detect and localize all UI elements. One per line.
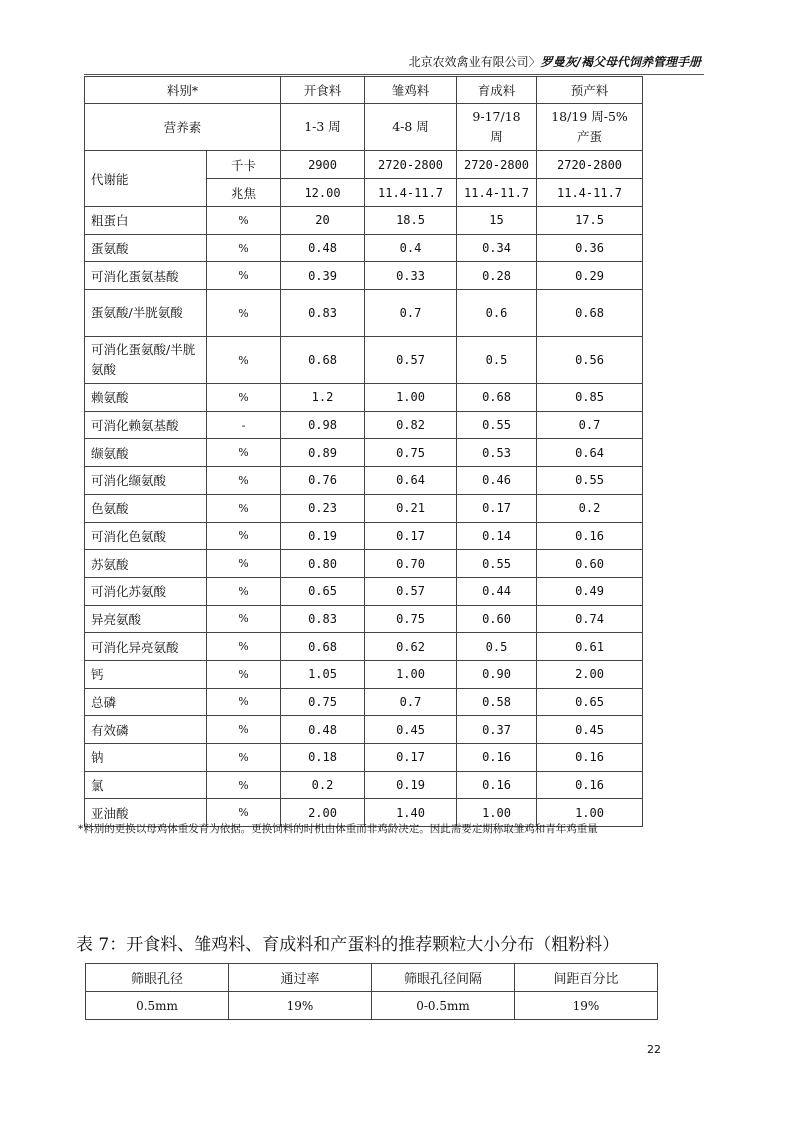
phase-header: 预产料: [537, 77, 643, 104]
nutrient-name: 异亮氨酸: [85, 605, 207, 633]
nutrient-value: 0.21: [365, 494, 457, 522]
nutrient-value: 0.34: [457, 234, 537, 262]
nutrient-value: 0.5: [457, 337, 537, 384]
nutrient-value: 0.14: [457, 522, 537, 550]
table-row: [85, 577, 643, 605]
nutrient-value: 15: [457, 207, 537, 235]
nutrient-unit: %: [207, 550, 281, 578]
nutrient-name: 可消化苏氨酸: [85, 577, 207, 605]
nutrient-unit: %: [207, 716, 281, 744]
nutrient-value: 0.28: [457, 262, 537, 290]
nutrient-value: 0.48: [281, 716, 365, 744]
nutrient-name: 赖氨酸: [85, 384, 207, 412]
nutrient-value: 0.55: [537, 467, 643, 495]
age-header: 9-17/18 周: [457, 104, 537, 151]
age-header: 1-3 周: [281, 104, 365, 151]
energy-value: 2720-2800: [365, 151, 457, 179]
nutrient-value: 0.16: [537, 771, 643, 799]
phase-header: 雏鸡料: [365, 77, 457, 104]
table-row: [85, 262, 643, 290]
nutrient-value: 0.17: [457, 494, 537, 522]
age-header: 18/19 周-5%产蛋: [537, 104, 643, 151]
table-row: [85, 522, 643, 550]
nutrient-value: 0.90: [457, 660, 537, 688]
nutrient-name: 蛋氨酸: [85, 234, 207, 262]
nutrient-value: 0.17: [365, 744, 457, 772]
table-row: [85, 337, 643, 384]
nutrient-name: 可消化蛋氨酸/半胱氨酸: [85, 337, 207, 384]
energy-value: 11.4-11.7: [457, 179, 537, 207]
energy-value: 2720-2800: [457, 151, 537, 179]
nutrient-value: 1.00: [365, 384, 457, 412]
nutrient-value: 0.75: [281, 688, 365, 716]
table-row: [85, 605, 643, 633]
energy-value: 2720-2800: [537, 151, 643, 179]
nutrient-value: 0.37: [457, 716, 537, 744]
nutrient-unit: %: [207, 771, 281, 799]
particle-size-table-body: [86, 964, 658, 1020]
nutrient-value: 0.6: [457, 290, 537, 337]
table-row: [86, 992, 658, 1020]
header-text: [409, 53, 701, 70]
nutrient-name: 有效磷: [85, 716, 207, 744]
nutrient-value: 0.68: [537, 290, 643, 337]
nutrient-unit: %: [207, 605, 281, 633]
nutrient-unit: %: [207, 234, 281, 262]
nutrient-value: 0.74: [537, 605, 643, 633]
energy-value: 12.00: [281, 179, 365, 207]
nutrient-value: 0.57: [365, 577, 457, 605]
nutrient-value: 2.00: [281, 799, 365, 827]
nutrient-value: 0.98: [281, 411, 365, 439]
nutrient-value: 0.48: [281, 234, 365, 262]
nutrient-label-cell: 营养素: [85, 104, 281, 151]
nutrient-unit: %: [207, 467, 281, 495]
nutrient-name: 色氨酸: [85, 494, 207, 522]
nutrient-value: 0.85: [537, 384, 643, 412]
nutrient-unit: -: [207, 411, 281, 439]
nutrient-value: 0.68: [281, 337, 365, 384]
nutrient-value: 2.00: [537, 660, 643, 688]
nutrient-value: 0.80: [281, 550, 365, 578]
nutrient-name: 钠: [85, 744, 207, 772]
nutrient-unit: %: [207, 384, 281, 412]
nutrient-value: 18.5: [365, 207, 457, 235]
nutrient-unit: %: [207, 688, 281, 716]
nutrient-value: 0.16: [537, 744, 643, 772]
energy-value: 11.4-11.7: [365, 179, 457, 207]
table-row: [85, 660, 643, 688]
table-row: [85, 384, 643, 412]
nutrient-value: 0.55: [457, 411, 537, 439]
nutrient-value: 17.5: [537, 207, 643, 235]
nutrient-unit: %: [207, 337, 281, 384]
table-row: [85, 716, 643, 744]
nutrient-value: 1.40: [365, 799, 457, 827]
nutrient-value: 0.5: [457, 633, 537, 661]
table-row: [85, 234, 643, 262]
feed-label-cell: 料别*: [85, 77, 281, 104]
column-header: 通过率: [229, 964, 372, 992]
nutrient-value: 0.45: [365, 716, 457, 744]
nutrient-value: 0.83: [281, 290, 365, 337]
nutrient-value: 1.00: [537, 799, 643, 827]
nutrient-value: 0.64: [365, 467, 457, 495]
table-row: [85, 550, 643, 578]
nutrient-value: 0.65: [537, 688, 643, 716]
nutrient-value: 0.19: [281, 522, 365, 550]
table-row: [85, 151, 643, 179]
nutrient-value: 0.46: [457, 467, 537, 495]
nutrient-unit: %: [207, 660, 281, 688]
table-cell: 0.5mm: [86, 992, 229, 1020]
nutrient-value: 0.70: [365, 550, 457, 578]
nutrient-unit: %: [207, 262, 281, 290]
nutrient-name: 可消化色氨酸: [85, 522, 207, 550]
nutrient-value: 0.44: [457, 577, 537, 605]
nutrient-name: 缬氨酸: [85, 439, 207, 467]
nutrient-value: 0.39: [281, 262, 365, 290]
nutrient-value: 0.83: [281, 605, 365, 633]
nutrient-unit: %: [207, 207, 281, 235]
nutrient-value: 0.75: [365, 439, 457, 467]
nutrient-value: 0.16: [457, 744, 537, 772]
table-cell: 19%: [515, 992, 658, 1020]
table-header-row: [86, 964, 658, 992]
age-header: 4-8 周: [365, 104, 457, 151]
nutrient-value: 1.05: [281, 660, 365, 688]
column-header: 筛眼孔径间隔: [372, 964, 515, 992]
nutrient-value: 0.68: [281, 633, 365, 661]
table-row: [85, 411, 643, 439]
nutrient-value: 0.76: [281, 467, 365, 495]
nutrient-value: 0.64: [537, 439, 643, 467]
nutrient-value: 0.23: [281, 494, 365, 522]
nutrient-unit: %: [207, 744, 281, 772]
energy-label: 代谢能: [85, 151, 207, 207]
column-header: 间距百分比: [515, 964, 658, 992]
page-header: [0, 53, 793, 73]
nutrient-value: 0.57: [365, 337, 457, 384]
table-row: [85, 494, 643, 522]
nutrient-value: 0.53: [457, 439, 537, 467]
particle-size-table: [85, 963, 658, 1020]
nutrient-value: 1.00: [457, 799, 537, 827]
nutrition-table-body: [85, 77, 643, 827]
table-cell: 0-0.5mm: [372, 992, 515, 1020]
nutrient-value: 0.33: [365, 262, 457, 290]
nutrition-table: [84, 76, 643, 827]
column-header: 筛眼孔径: [86, 964, 229, 992]
table-row: [85, 77, 643, 104]
table7-caption: 表 7：开食料、雏鸡料、育成料和产蛋料的推荐颗粒大小分布（粗粉料）: [76, 935, 620, 955]
nutrient-value: 0.89: [281, 439, 365, 467]
nutrient-unit: %: [207, 577, 281, 605]
nutrient-value: 0.18: [281, 744, 365, 772]
nutrient-value: 0.55: [457, 550, 537, 578]
nutrient-name: 粗蛋白: [85, 207, 207, 235]
nutrient-name: 可消化异亮氨酸: [85, 633, 207, 661]
nutrient-value: 1.2: [281, 384, 365, 412]
table-row: [85, 207, 643, 235]
table-row: [85, 467, 643, 495]
nutrient-value: 0.61: [537, 633, 643, 661]
header-title: 罗曼灰/褐父母代饲养管理手册: [540, 55, 701, 69]
nutrient-name: 亚油酸: [85, 799, 207, 827]
nutrient-value: 0.75: [365, 605, 457, 633]
nutrient-value: 0.82: [365, 411, 457, 439]
header-rule: [84, 74, 704, 75]
nutrient-value: 0.60: [537, 550, 643, 578]
nutrient-value: 0.68: [457, 384, 537, 412]
table-row: [85, 744, 643, 772]
phase-header: 开食料: [281, 77, 365, 104]
nutrient-value: 20: [281, 207, 365, 235]
energy-value: 2900: [281, 151, 365, 179]
nutrient-value: 0.49: [537, 577, 643, 605]
nutrient-value: 0.58: [457, 688, 537, 716]
page-number: 22: [647, 1043, 661, 1056]
nutrient-value: 0.45: [537, 716, 643, 744]
table-row: [85, 688, 643, 716]
nutrient-value: 0.60: [457, 605, 537, 633]
nutrient-value: 0.7: [365, 688, 457, 716]
nutrient-value: 0.2: [537, 494, 643, 522]
nutrient-name: 氯: [85, 771, 207, 799]
nutrient-unit: %: [207, 522, 281, 550]
nutrient-name: 可消化蛋氨基酸: [85, 262, 207, 290]
footnote: *料别的更换以母鸡体重发育为依据。更换饲料的时机由体重而非鸡龄决定。因此需要定期称取雏鸡和青年鸡重量: [78, 823, 598, 835]
nutrient-value: 1.00: [365, 660, 457, 688]
nutrient-value: 0.36: [537, 234, 643, 262]
nutrient-unit: %: [207, 439, 281, 467]
table-row: [85, 439, 643, 467]
nutrient-unit: %: [207, 799, 281, 827]
nutrient-value: 0.56: [537, 337, 643, 384]
table-row: [85, 633, 643, 661]
nutrient-value: 0.19: [365, 771, 457, 799]
nutrient-value: 0.7: [365, 290, 457, 337]
nutrient-value: 0.62: [365, 633, 457, 661]
nutrient-value: 0.7: [537, 411, 643, 439]
nutrient-value: 0.29: [537, 262, 643, 290]
nutrient-name: 可消化赖氨基酸: [85, 411, 207, 439]
table-cell: 19%: [229, 992, 372, 1020]
phase-header: 育成料: [457, 77, 537, 104]
table-row: [85, 290, 643, 337]
nutrient-value: 0.65: [281, 577, 365, 605]
nutrient-value: 0.2: [281, 771, 365, 799]
nutrient-value: 0.17: [365, 522, 457, 550]
nutrient-name: 蛋氨酸/半胱氨酸: [85, 290, 207, 337]
nutrient-unit: %: [207, 633, 281, 661]
energy-unit: 兆焦: [207, 179, 281, 207]
nutrient-value: 0.16: [457, 771, 537, 799]
nutrient-name: 可消化缬氨酸: [85, 467, 207, 495]
nutrient-value: 0.16: [537, 522, 643, 550]
nutrient-value: 0.4: [365, 234, 457, 262]
table-row: [85, 104, 643, 151]
header-company: 北京农效禽业有限公司〉: [408, 55, 541, 69]
nutrient-name: 钙: [85, 660, 207, 688]
energy-value: 11.4-11.7: [537, 179, 643, 207]
nutrient-unit: %: [207, 494, 281, 522]
energy-unit: 千卡: [207, 151, 281, 179]
table-row: [85, 771, 643, 799]
nutrient-name: 总磷: [85, 688, 207, 716]
nutrient-name: 苏氨酸: [85, 550, 207, 578]
nutrient-unit: %: [207, 290, 281, 337]
